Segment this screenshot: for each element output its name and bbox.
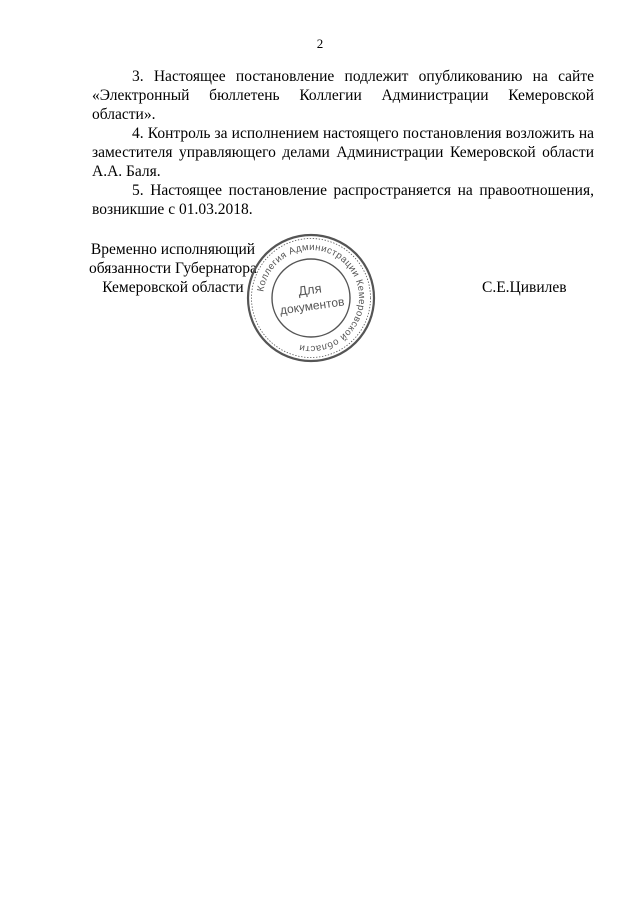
seal-center-line-1: Для: [297, 280, 323, 299]
document-body: [92, 67, 594, 219]
seal-graphic: [245, 232, 377, 364]
signatory-position-line-1: Временно исполняющий: [90, 241, 256, 258]
seal-ring-text: Коллегия Администрации Кемеровской области: [255, 241, 368, 355]
paragraph-publication: 3. Настоящее постановление подлежит опубликованию на сайте «Электронный бюллетень Коллегии Администрации Кемеровской области».: [92, 68, 594, 123]
signatory-position: [84, 240, 262, 297]
official-seal-stamp: [245, 232, 377, 364]
signatory-position-line-3: Кемеровской области: [102, 279, 244, 296]
signatory-name: С.Е.Цивилев: [482, 279, 567, 296]
paragraph-control: 4. Контроль за исполнением настоящего постановления возложить на заместителя управляющего делами Администрации Кемеровской области А.А. Баля.: [92, 125, 594, 180]
paragraph-effective-date: 5. Настоящее постановление распространяется на правоотношения, возникшие с 01.03.2018.: [92, 182, 594, 218]
signatory-position-line-2: обязанности Губернатора: [89, 260, 257, 277]
page-number: 2: [316, 36, 324, 51]
seal-center-line-2: документов: [279, 294, 346, 318]
